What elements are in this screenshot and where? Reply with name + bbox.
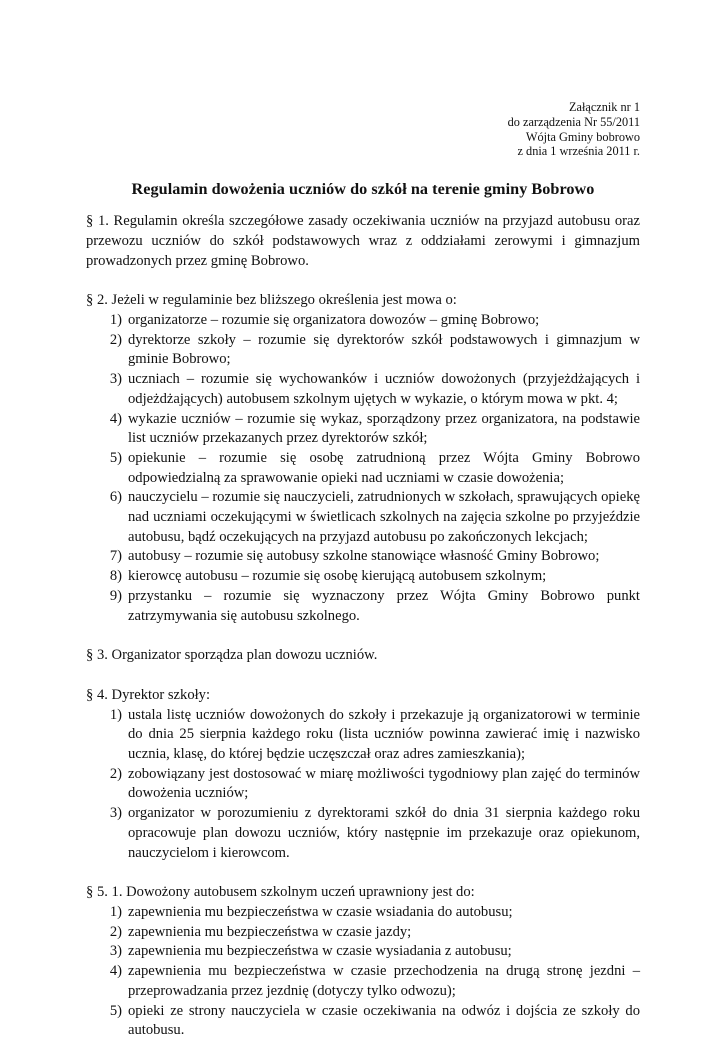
item-text: organizatorze – rozumie się organizatora dowozów – gminę Bobrowo; [128, 312, 540, 328]
item-text: zapewnienia mu bezpieczeństwa w czasie wysiadania z autobusu; [128, 943, 512, 960]
item-number: 5) [109, 1002, 122, 1019]
list-item [86, 567, 640, 587]
item-number: 1) [109, 706, 122, 723]
list-item [86, 765, 640, 804]
item-text: wykazie uczniów – rozumie się wykaz, sporządzony przez organizatora, na podstawie list uczniów przekazanych przez dyrektorów szkół; [128, 410, 640, 447]
item-number: 2) [109, 331, 122, 348]
section-3 [86, 646, 640, 666]
section-1 [86, 212, 640, 271]
item-number: 2) [109, 765, 122, 782]
item-number: 4) [109, 963, 122, 980]
list-item [86, 1002, 640, 1041]
list-item [86, 449, 640, 488]
section-intro: § 2. Jeżeli w regulaminie bez bliższego określenia jest mowa o: [86, 292, 457, 309]
item-text: zapewnienia mu bezpieczeństwa w czasie jazdy; [128, 923, 412, 940]
section-5 [86, 883, 640, 1041]
list-item [86, 488, 640, 547]
item-text: zapewnienia mu bezpieczeństwa w czasie przechodzenia na drugą stronę jezdni – przeprowadzania przez jezdnię (dotyczy tylko odwozu); [128, 963, 640, 999]
item-number: 5) [109, 449, 122, 466]
item-text: przystanku – rozumie się wyznaczony przez Wójta Gminy Bobrowo punkt zatrzymywania się autobusu szkolnego. [128, 587, 640, 624]
list-item [86, 706, 640, 765]
header-line: Załącznik nr 1 [568, 100, 640, 114]
list-item [86, 311, 640, 331]
item-number: 6) [109, 489, 122, 506]
document-title: Regulamin dowożenia uczniów do szkół na terenie gminy Bobrowo [131, 180, 595, 199]
list-item [86, 370, 640, 409]
item-text: ustala listę uczniów dowożonych do szkoły i przekazuje ją organizatorowi w terminie do dnia 25 sierpnia każdego roku (lista uczniów powinna zawierać imię i nazwisko ucznia, klasę, do której będzie uczęszczał oraz adres zamieszkania); [128, 706, 640, 763]
header-line: Wójta Gminy bobrowo [525, 129, 640, 144]
attachment-header [86, 100, 640, 159]
section-2 [86, 291, 640, 626]
header-line: z dnia 1 września 2011 r. [517, 144, 640, 159]
list-item [86, 587, 640, 626]
section-intro: § 3. Organizator sporządza plan dowozu uczniów. [86, 647, 378, 664]
list-item [86, 962, 640, 1001]
header-line: do zarządzenia Nr 55/2011 [507, 114, 640, 129]
item-number: 3) [109, 805, 122, 822]
item-number: 2) [109, 923, 122, 940]
item-text: kierowcę autobusu – rozumie się osobę kierującą autobusem szkolnym; [128, 568, 547, 585]
item-number: 7) [109, 548, 122, 565]
item-text: nauczycielu – rozumie się nauczycieli, zatrudnionych w szkołach, sprawujących opiekę nad uczniami oczekującymi w świetlicach szkolnych na zajęcia szkolne po przyjeździe autobusu, bądź oczekujących na przyjazd autobusu po zakończonych lekcjach; [128, 489, 640, 545]
item-number: 4) [109, 410, 122, 427]
item-number: 3) [109, 371, 122, 388]
list-item [86, 804, 640, 863]
list-item [86, 331, 640, 370]
item-text: dyrektorze szkoły – rozumie się dyrektorów szkół podstawowych i gimnazjum w gminie Bobrowo; [128, 331, 640, 368]
section-intro: § 1. Regulamin określa szczegółowe zasady oczekiwania uczniów na przyjazd autobusu oraz przewozu uczniów do szkół podstawowych wraz z oddziałami zerowymi i gimnazjum prowadzonych przez gminę Bobrowo. [86, 213, 640, 269]
item-text: zobowiązany jest dostosować w miarę możliwości tygodniowy plan zajęć do terminów dowożenia uczniów; [128, 765, 640, 802]
section-4 [86, 686, 640, 863]
list-item [86, 903, 640, 923]
list-item [86, 923, 640, 943]
item-number: 1) [109, 312, 122, 328]
item-number: 1) [109, 903, 122, 920]
student-rights-list [86, 903, 640, 1041]
section-intro: § 5. 1. Dowożony autobusem szkolnym uczeń uprawniony jest do: [86, 884, 475, 901]
section-intro: § 4. Dyrektor szkoły: [86, 686, 211, 703]
list-item [86, 942, 640, 962]
item-number: 9) [109, 587, 122, 604]
director-duties-list [86, 706, 640, 864]
item-text: autobusy – rozumie się autobusy szkolne stanowiące własność Gminy Bobrowo; [128, 548, 600, 565]
item-text: opieki ze strony nauczyciela w czasie oczekiwania na odwóz i dojścia ze szkoły do autobusu. [128, 1002, 640, 1039]
definitions-list [86, 311, 640, 626]
item-number: 8) [109, 568, 122, 585]
item-number: 3) [109, 943, 122, 960]
item-text: opiekunie – rozumie się osobę zatrudnioną przez Wójta Gminy Bobrowo odpowiedzialną za sprawowanie opieki nad uczniami w czasie dowożenia; [128, 449, 640, 486]
list-item [86, 410, 640, 449]
item-text: uczniach – rozumie się wychowanków i uczniów dowożonych (przyjeżdżających i odjeżdżających) autobusem szkolnym ujętych w wykazie, o którym mowa w pkt. 4; [128, 371, 640, 407]
list-item [86, 547, 640, 567]
item-text: organizator w porozumieniu z dyrektorami szkół do dnia 31 sierpnia każdego roku opracowuje plan dowozu uczniów, który następnie im przekazuje oraz opiekunom, nauczycielom i kierowcom. [128, 805, 640, 861]
item-text: zapewnienia mu bezpieczeństwa w czasie wsiadania do autobusu; [128, 903, 513, 920]
